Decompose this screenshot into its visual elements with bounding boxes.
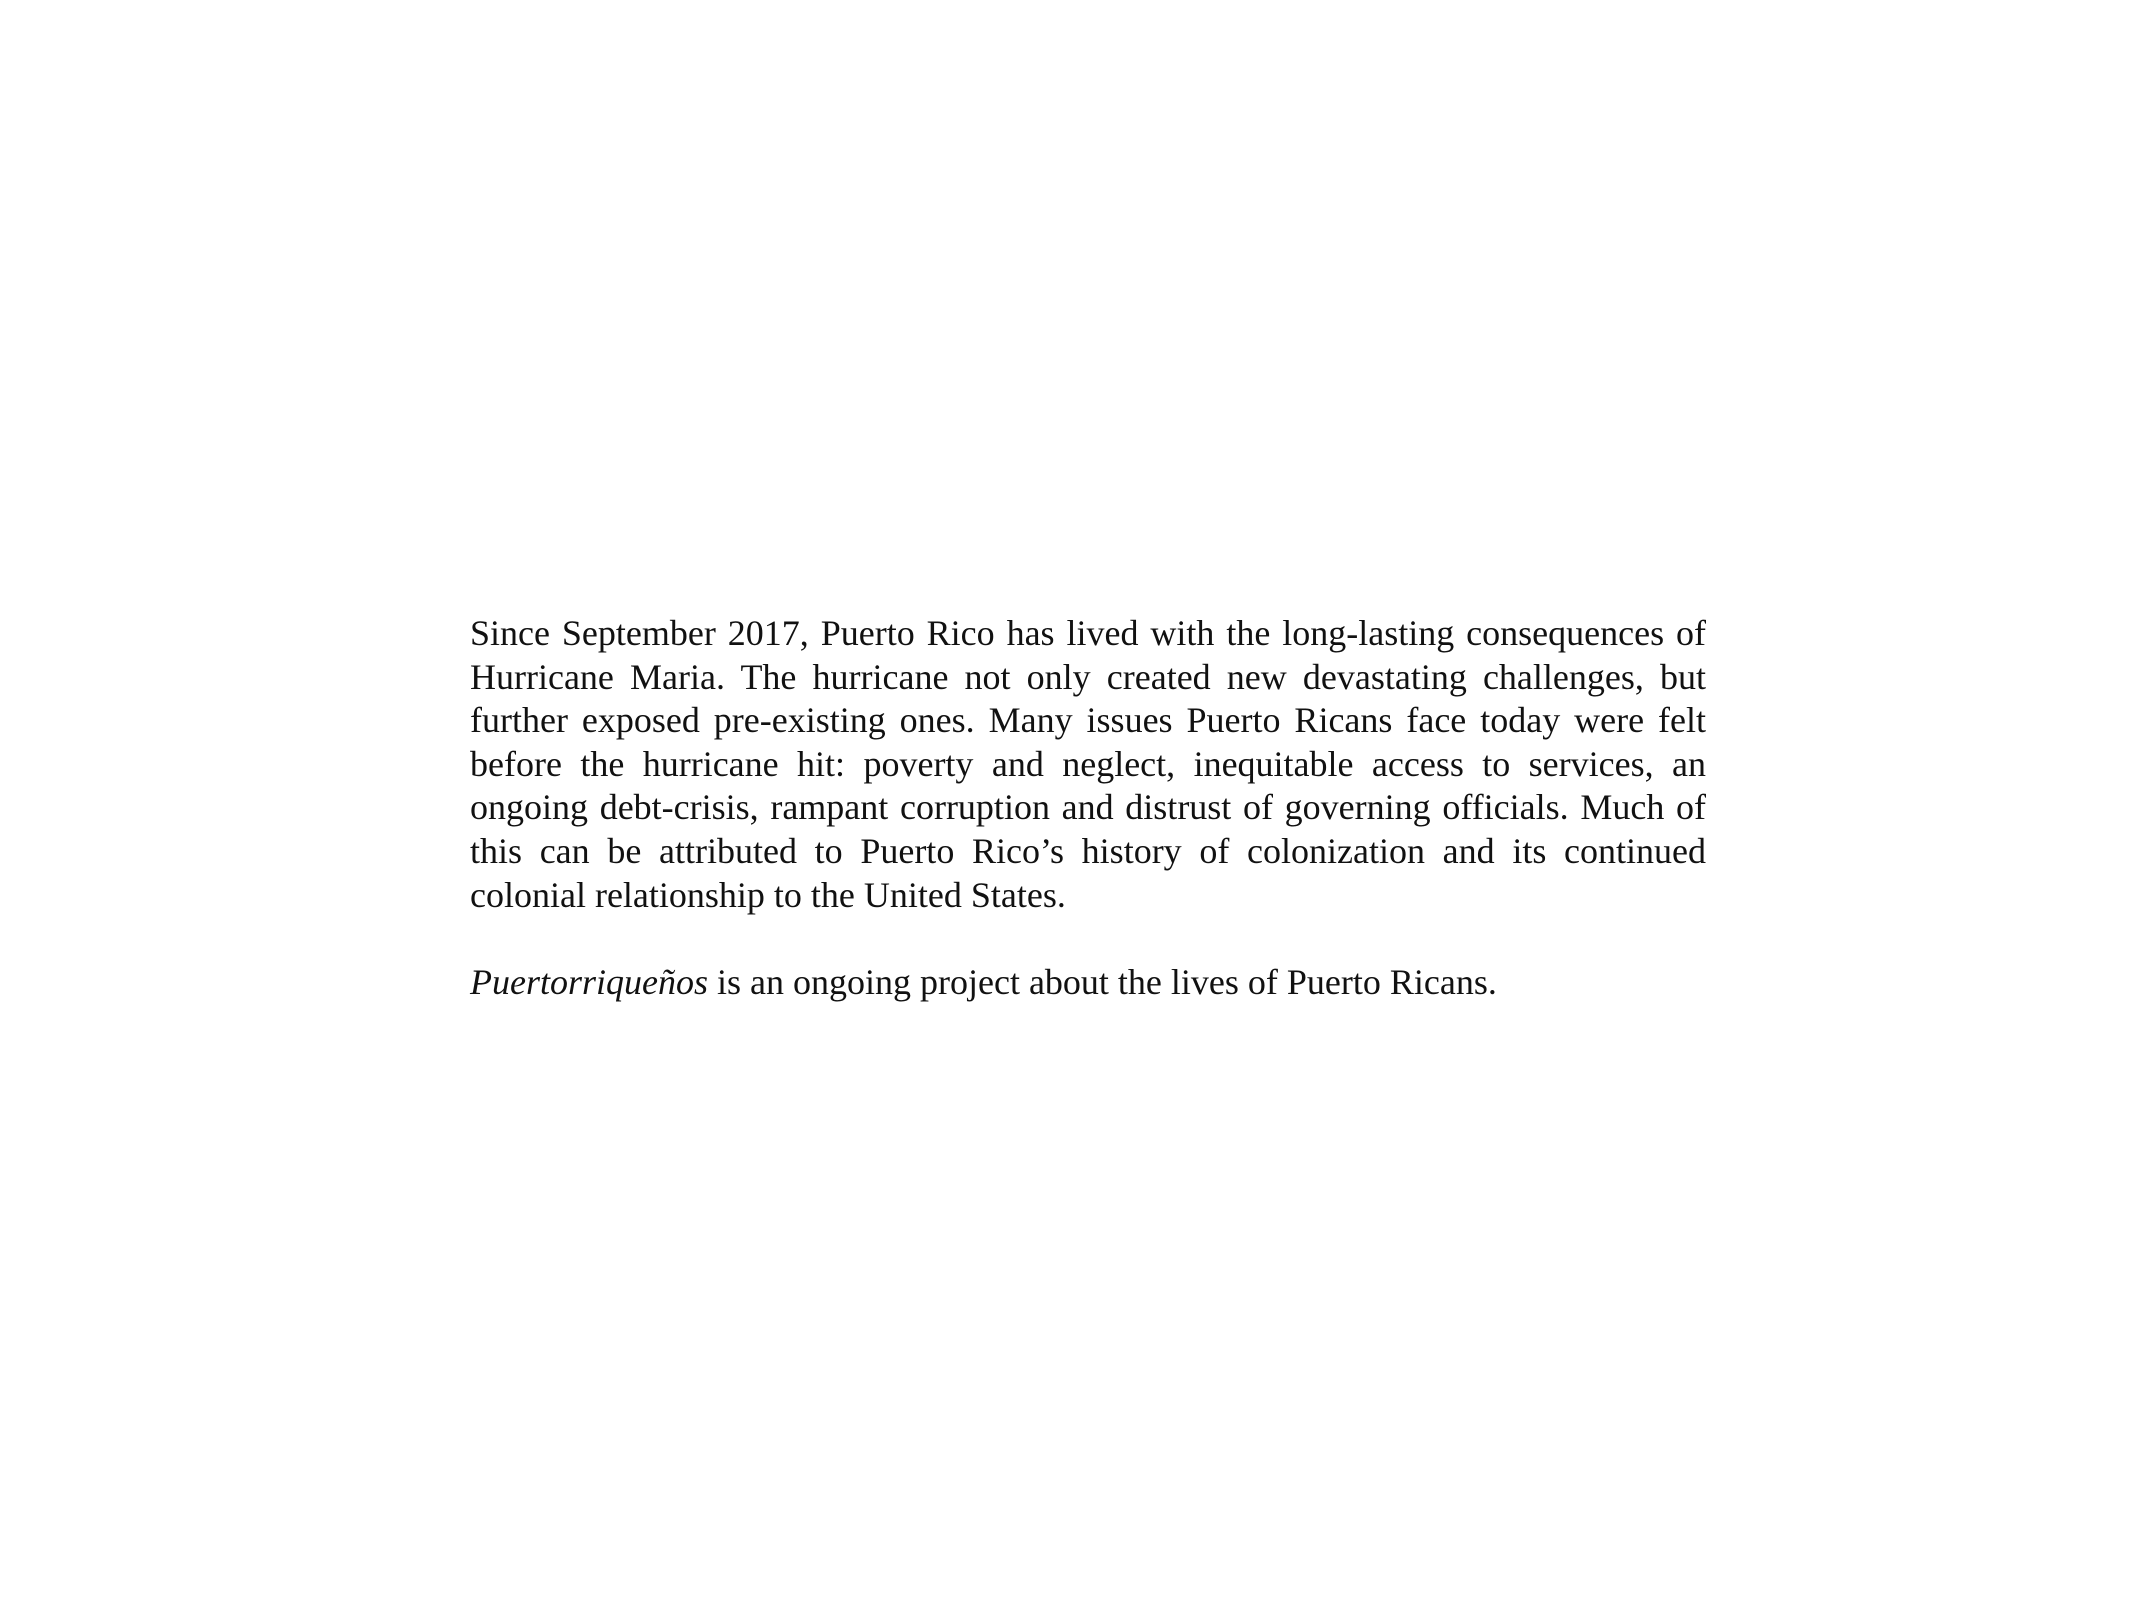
project-description: is an ongoing project about the lives of Puerto Ricans. [708,961,1497,1002]
paragraph-spacer [470,917,1706,961]
text-block [470,612,1706,1004]
project-title: Puertorriqueños [470,961,708,1002]
project-paragraph [470,961,1706,1005]
intro-paragraph: Since September 2017, Puerto Rico has lived with the long-lasting consequences of Hurricane Maria. The hurricane not only created new devastating challenges, but further exposed pre-existing ones. Many issues Puerto Ricans face today were felt before the hurricane hit: poverty and neglect, inequitable access to services, an ongoing debt-crisis, rampant corruption and distrust of governing officials. Much of this can be attributed to Puerto Rico’s history of colonization and its continued colonial relationship to the United States. [470,613,1706,915]
